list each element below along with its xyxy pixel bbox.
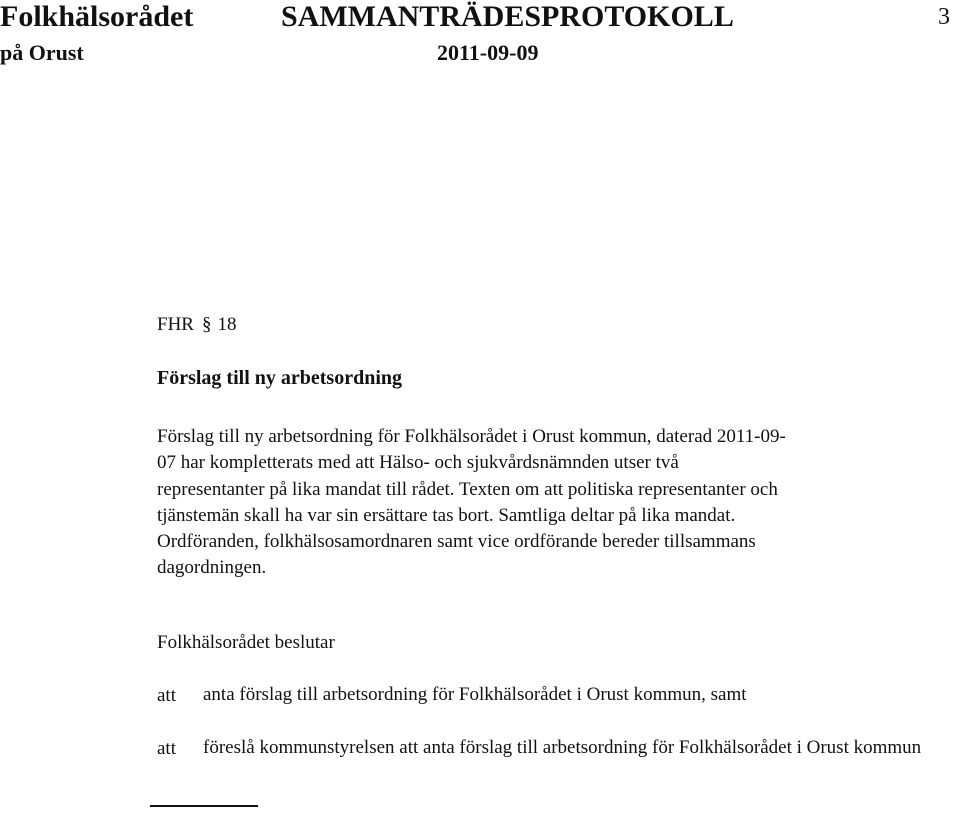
header-location: på Orust xyxy=(0,40,84,65)
page-number: 3 xyxy=(938,4,950,30)
header-doc-type: SAMMANTRÄDESPROTOKOLL xyxy=(281,0,734,33)
paragraph-line: dagordningen. xyxy=(157,557,267,579)
item-paragraph xyxy=(157,424,897,582)
paragraph-line: Förslag till ny arbetsordning för Folkhälsorådet i Orust kommun, daterad 2011-09- xyxy=(157,426,786,447)
paragraph-line: representanter på lika mandat till rådet. Texten om att politiska representanter och xyxy=(157,478,778,500)
decision-heading: Folkhälsorådet beslutar xyxy=(157,632,335,653)
item-number: 18 xyxy=(217,314,237,335)
item-title: Förslag till ny arbetsordning xyxy=(157,367,403,389)
decision-marker: att xyxy=(157,685,176,706)
decision-marker: att xyxy=(157,738,176,759)
header-org: Folkhälsorådet xyxy=(0,0,194,33)
decision-text: anta förslag till arbetsordning för Folkhälsorådet i Orust kommun, samt xyxy=(203,684,747,705)
section-symbol: § xyxy=(201,314,212,335)
item-code: FHR xyxy=(157,314,194,335)
signature-rule xyxy=(150,805,258,807)
item-reference xyxy=(157,315,236,334)
decision-text: föreslå kommunstyrelsen att anta förslag till arbetsordning för Folkhälsorådet i Orust kommun xyxy=(203,737,922,758)
paragraph-line: Ordföranden, folkhälsosamordnaren samt vice ordförande bereder tillsammans xyxy=(157,531,756,553)
paragraph-line: 07 har kompletterats med att Hälso- och sjukvårdsnämnden utser två xyxy=(157,452,679,474)
paragraph-line: tjänstemän skall ha var sin ersättare tas bort. Samtliga deltar på lika mandat. xyxy=(157,504,736,526)
header-date: 2011-09-09 xyxy=(437,40,539,65)
